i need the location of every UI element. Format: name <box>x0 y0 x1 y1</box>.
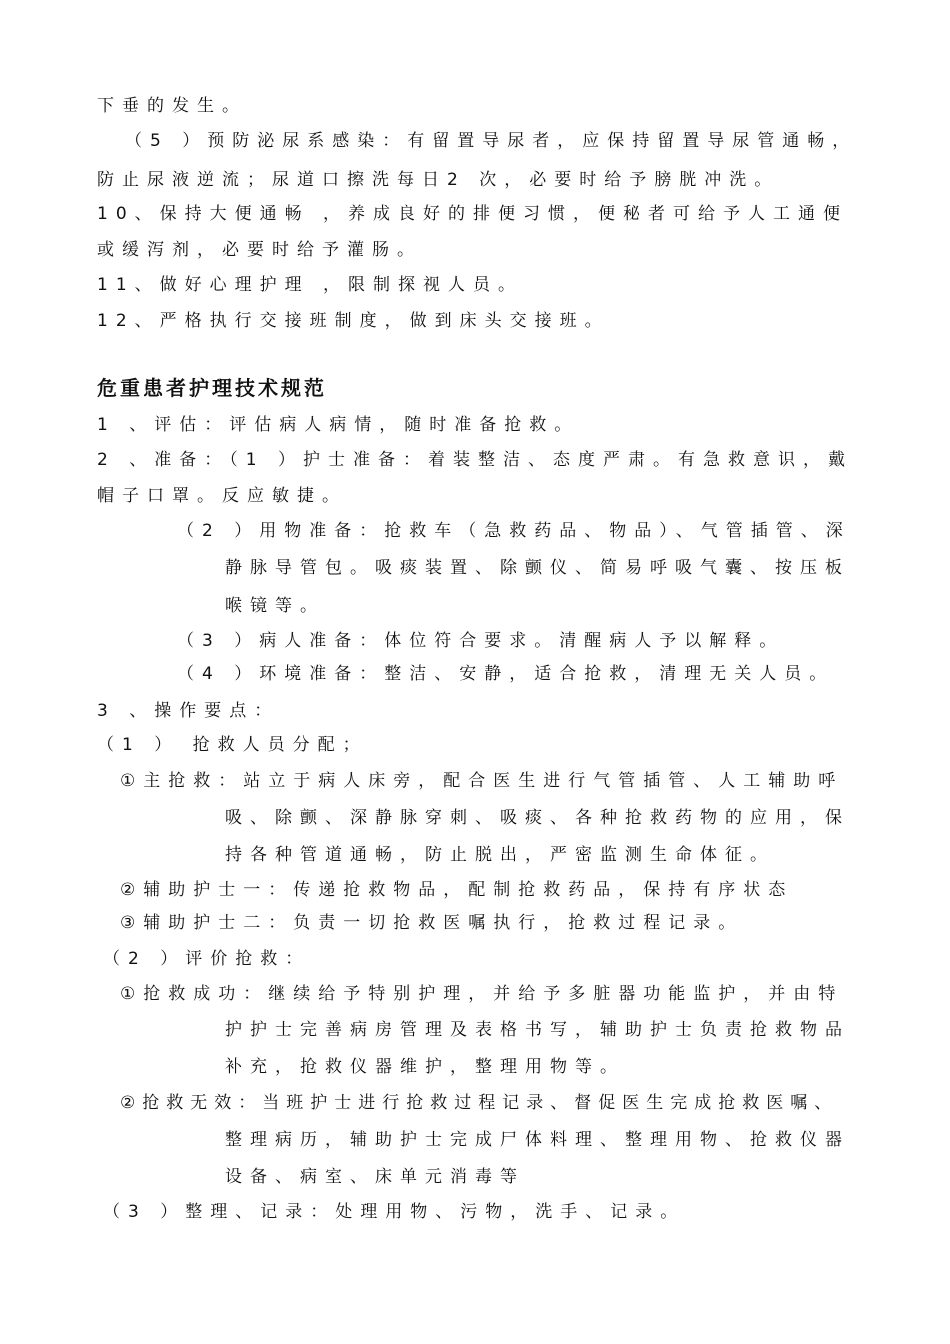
text-line: ②辅助护士一：传递抢救物品，配制抢救药品，保持有序状态 <box>120 880 794 900</box>
text-line: 1 、评估：评估病人病情，随时准备抢救。 <box>97 415 580 435</box>
text-line: 喉镜等。 <box>225 596 325 616</box>
text-line: （2 ）评价抢救： <box>103 949 311 969</box>
text-line: 下垂的发生。 <box>97 96 247 116</box>
text-line: （4 ）环境准备：整洁、安静，适合抢救，清理无关人员。 <box>177 664 835 684</box>
text-line: 帽子口罩。反应敏捷。 <box>97 486 347 506</box>
text-line: 静脉导管包。吸痰装置、除颤仪、简易呼吸气囊、按压板 <box>225 558 850 578</box>
text-line: 3 、操作要点： <box>97 701 280 721</box>
text-line: （3 ）病人准备：体位符合要求。清醒病人予以解释。 <box>177 631 785 651</box>
text-line: 防止尿液逆流；尿道口擦洗每日2 次，必要时给予膀胱冲洗。 <box>97 170 780 190</box>
text-line: 12、严格执行交接班制度，做到床头交接班。 <box>97 311 610 331</box>
section-heading: 危重患者护理技术规范 <box>97 376 327 400</box>
text-line: （5 ）预防泌尿系感染：有留置导尿者，应保持留置导尿管通畅， <box>125 131 858 151</box>
text-line: ③辅助护士二：负责一切抢救医嘱执行，抢救过程记录。 <box>120 913 744 933</box>
text-line: ①主抢救：站立于病人床旁，配合医生进行气管插管、人工辅助呼 <box>120 771 844 791</box>
text-line: 或缓泻剂，必要时给予灌肠。 <box>97 240 422 260</box>
text-line: 补充，抢救仪器维护，整理用物等。 <box>225 1057 625 1077</box>
text-line: 2 、准备：（1 ）护士准备：着装整洁、态度严肃。有急救意识，戴 <box>97 450 853 470</box>
text-line: ①抢救成功：继续给予特别护理，并给予多脏器功能监护，并由特 <box>120 984 844 1004</box>
text-line: 吸、除颤、深静脉穿刺、吸痰、各种抢救药物的应用，保 <box>225 808 850 828</box>
text-line: 10、保持大便通畅 ，养成良好的排便习惯，便秘者可给予人工通便 <box>97 204 849 224</box>
text-line: （1 ） 抢救人员分配； <box>97 735 368 755</box>
text-line: 整理病历，辅助护士完成尸体料理、整理用物、抢救仪器 <box>225 1130 850 1150</box>
text-line: ②抢救无效：当班护士进行抢救过程记录、督促医生完成抢救医嘱、 <box>120 1093 839 1113</box>
text-line: （3 ）整理、记录：处理用物、污物，洗手、记录。 <box>103 1202 686 1222</box>
text-line: 持各种管道通畅，防止脱出，严密监测生命体征。 <box>225 845 775 865</box>
text-line: 11、做好心理护理 ，限制探视人员。 <box>97 275 524 295</box>
text-line: （2 ）用物准备：抢救车（急救药品、物品）、气管插管、深 <box>177 521 851 541</box>
text-line: 护护士完善病房管理及表格书写，辅助护士负责抢救物品 <box>225 1020 850 1040</box>
text-line: 设备、病室、床单元消毒等 <box>225 1167 525 1187</box>
